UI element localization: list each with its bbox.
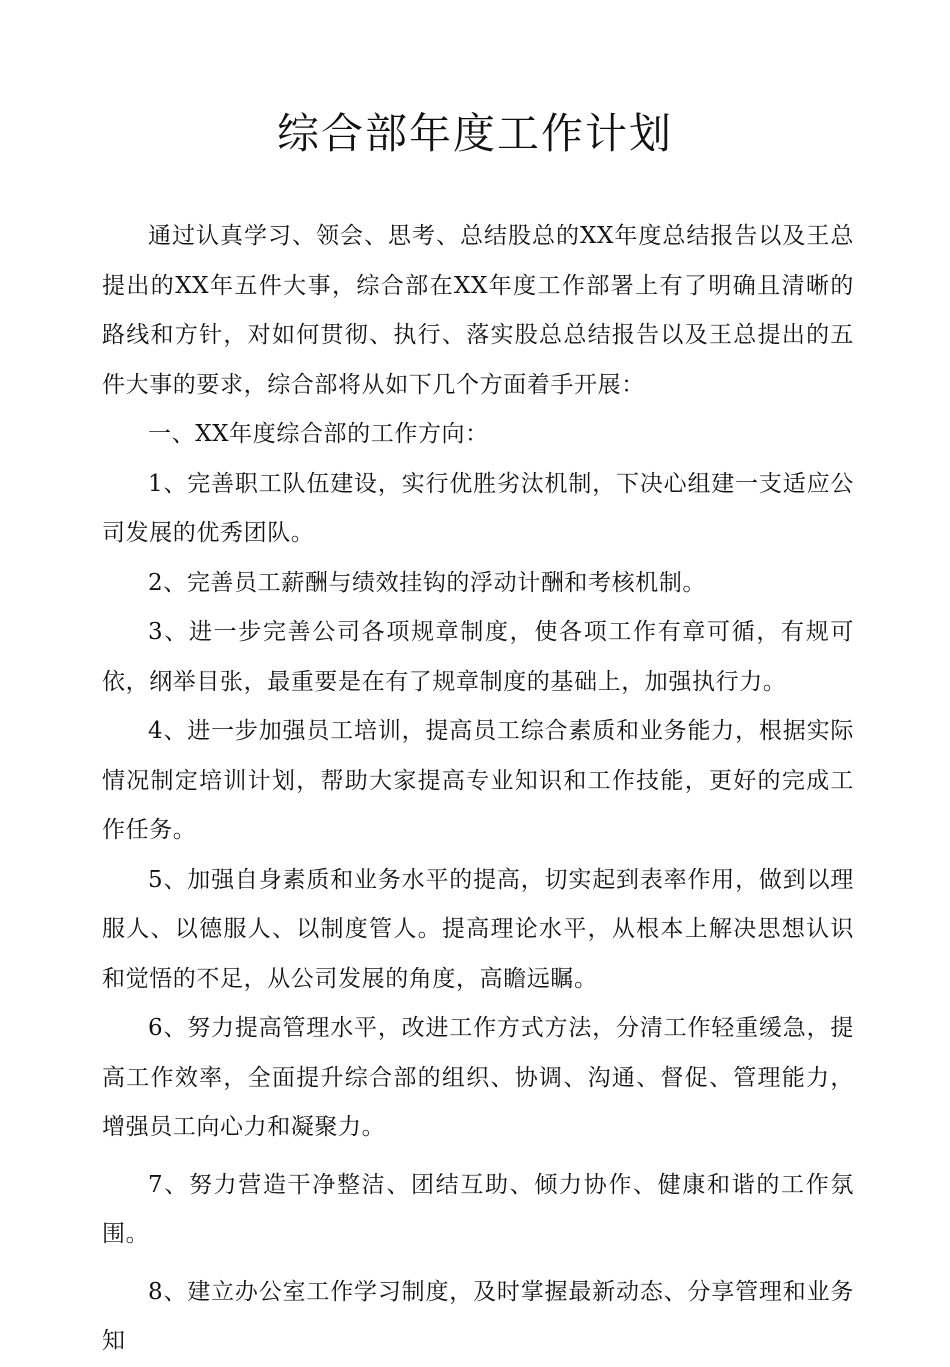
intro-paragraph: 通过认真学习、领会、思考、总结股总的XX年度总结报告以及王总提出的XX年五件大事，综合部在XX年度工作部署上有了明确且清晰的路线和方针，对如何贯彻、执行、落实股总总结报告以及王总提出的五件大事的要求，综合部将从如下几个方面着手开展： (102, 223, 854, 398)
section-heading-1: 一、XX年度综合部的工作方向： (148, 421, 489, 447)
document-title: 综合部年度工作计划 (276, 109, 673, 158)
list-item-1: 1、完善职工队伍建设，实行优胜劣汰机制，下决心组建一支适应公司发展的优秀团队。 (102, 470, 854, 546)
list-item-4: 4、进一步加强员工培训，提高员工综合素质和业务能力，根据实际情况制定培训计划，帮助大家提高专业知识和工作技能，更好的完成工作任务。 (102, 718, 854, 843)
list-item-2: 2、完善员工薪酬与绩效挂钩的浮动计酬和考核机制。 (148, 569, 707, 596)
list-item-8: 8、建立办公室工作学习制度，及时掌握最新动态、分享管理和业务知 (102, 1278, 854, 1354)
list-item-5: 5、加强自身素质和业务水平的提高，切实起到表率作用，做到以理服人、以德服人、以制度管人。提高理论水平，从根本上解决思想认识和觉悟的不足，从公司发展的角度，高瞻远瞩。 (102, 866, 854, 992)
list-item-3: 3、进一步完善公司各项规章制度，使各项工作有章可循，有规可依，纲举目张，最重要是在有了规章制度的基础上，加强执行力。 (102, 619, 854, 695)
document-body (102, 212, 854, 1367)
list-item-6: 6、努力提高管理水平，改进工作方式方法，分清工作轻重缓急，提高工作效率，全面提升综合部的组织、协调、沟通、督促、管理能力，增强员工向心力和凝聚力。 (102, 1015, 854, 1140)
list-item-7: 7、努力营造干净整洁、团结互助、倾力协作、健康和谐的工作氛围。 (102, 1171, 854, 1247)
